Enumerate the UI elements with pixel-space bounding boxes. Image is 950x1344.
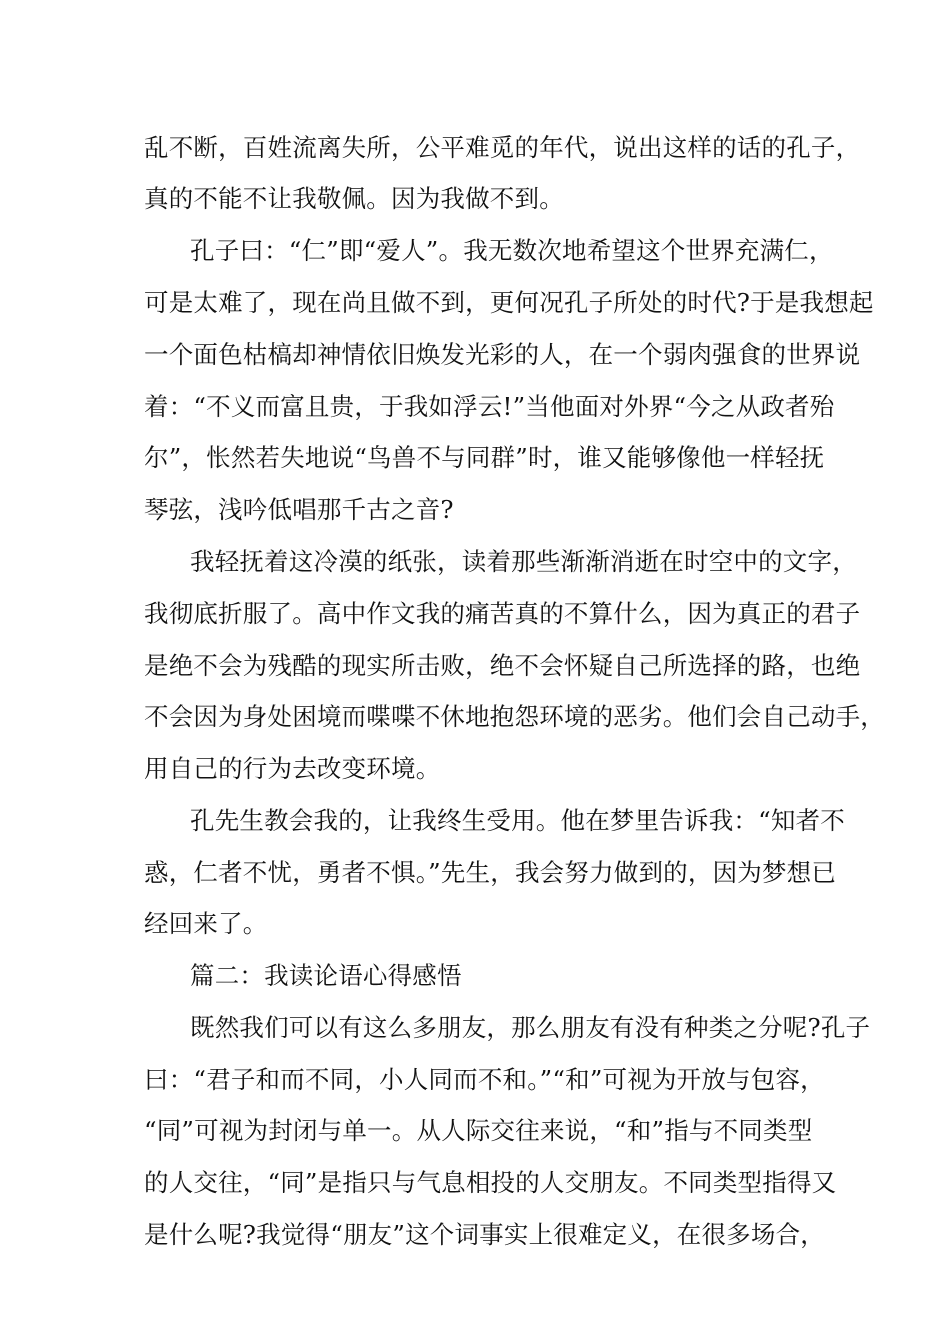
text-line: 我轻抚着这冷漠的纸张，读着那些渐渐消逝在时空中的文字，: [190, 547, 857, 576]
text-line: 惑，仁者不忧，勇者不惧。”先生，我会努力做到的，因为梦想已: [144, 858, 837, 887]
text-line: 经回来了。: [144, 909, 268, 938]
text-line: 不会因为身处困境而喋喋不休地抱怨环境的恶劣。他们会自己动手，: [144, 702, 885, 731]
text-line: 一个面色枯槁却神情依旧焕发光彩的人，在一个弱肉强食的世界说: [144, 340, 861, 369]
section-heading: 篇二：我读论语心得感悟: [190, 961, 462, 990]
text-line: 乱不断，百姓流离失所，公平难觅的年代，说出这样的话的孔子，: [144, 133, 861, 162]
text-line: “同”可视为封闭与单一。从人际交往来说，“和”指与不同类型: [144, 1116, 813, 1145]
text-line: 尔”，怅然若失地说“鸟兽不与同群”时，谁又能够像他一样轻抚: [144, 443, 825, 472]
text-line: 孔子曰：“仁”即“爱人”。我无数次地希望这个世界充满仁，: [190, 236, 834, 265]
text-line: 是什么呢?我觉得“朋友”这个词事实上很难定义，在很多场合，: [144, 1220, 825, 1249]
text-line: 真的不能不让我敬佩。因为我做不到。: [144, 184, 564, 213]
text-line: 着：“不义而富且贵，于我如浮云!”当他面对外界“今之从政者殆: [144, 392, 835, 421]
text-line: 的人交往，“同”是指只与气息相投的人交朋友。不同类型指得又: [144, 1168, 837, 1197]
text-line: 用自己的行为去改变环境。: [144, 754, 441, 783]
text-line: 我彻底折服了。高中作文我的痛苦真的不算什么，因为真正的君子: [144, 599, 861, 628]
text-line: 既然我们可以有这么多朋友，那么朋友有没有种类之分呢?孔子: [190, 1013, 871, 1042]
text-line: 琴弦，浅吟低唱那千古之音?: [144, 495, 454, 524]
text-line: 是绝不会为残酷的现实所击败，绝不会怀疑自己所选择的路，也绝: [144, 651, 861, 680]
text-line: 可是太难了，现在尚且做不到，更何况孔子所处的时代?于是我想起: [144, 288, 874, 317]
text-line: 曰：“君子和而不同，小人同而不和。”“和”可视为开放与包容，: [144, 1065, 825, 1094]
text-line: 孔先生教会我的，让我终生受用。他在梦里告诉我：“知者不: [190, 806, 845, 835]
